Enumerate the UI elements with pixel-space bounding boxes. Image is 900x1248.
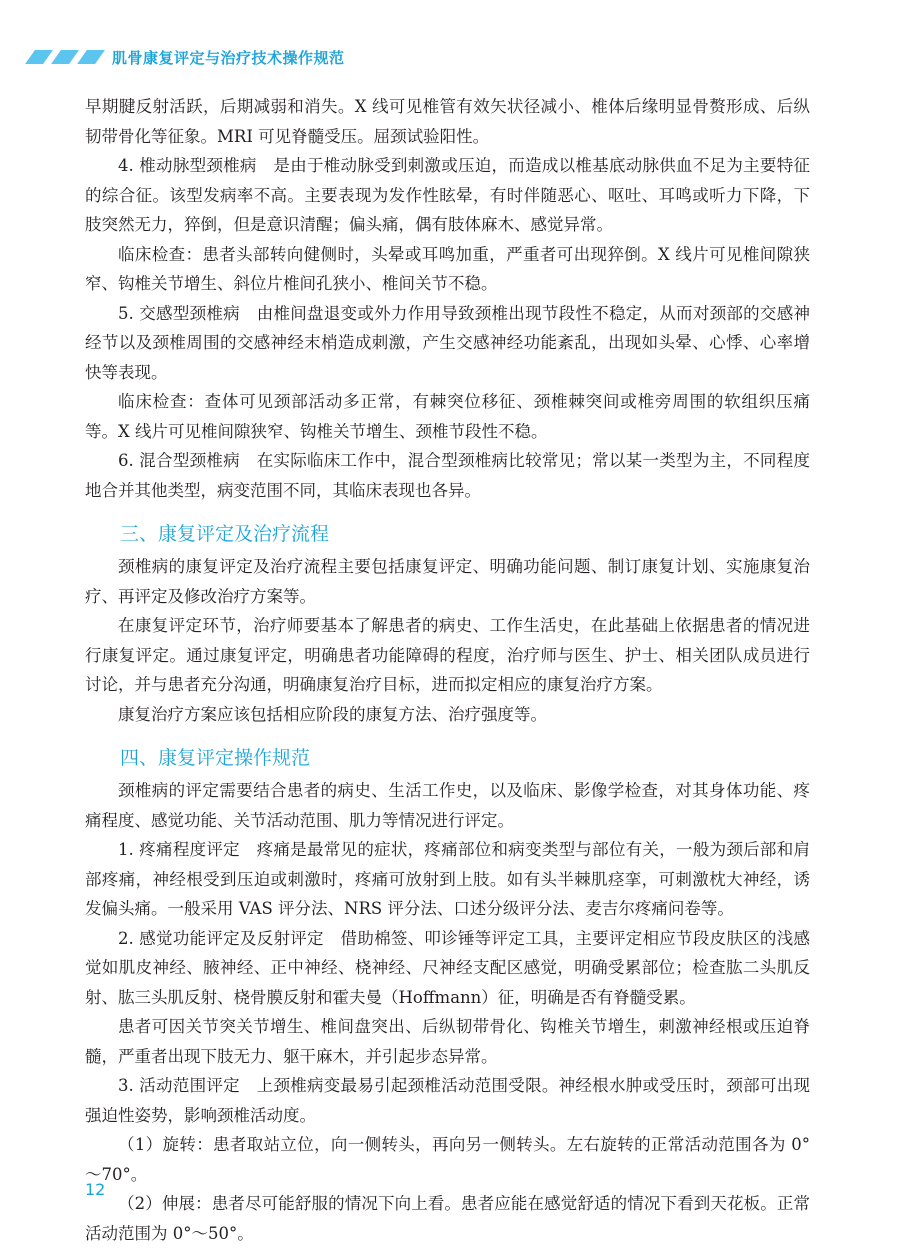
paragraph: 5. 交感型颈椎病 由椎间盘退变或外力作用导致颈椎出现节段性不稳定，从而对颈部的交感神经节以及颈椎周围的交感神经末梢造成刺激，产生交感神经功能紊乱，出现如头晕、心悸、心率增快等表现。 [85, 303, 810, 382]
paragraph: 早期腱反射活跃，后期减弱和消失。X 线可见椎管有效矢状径减小、椎体后缘明显骨赘形成、后纵韧带骨化等征象。MRI 可见脊髓受压。屈颈试验阳性。 [85, 97, 810, 146]
page-number: 12 [85, 1180, 106, 1199]
paragraph: 颈椎病的评定需要结合患者的病史、生活工作史，以及临床、影像学检查，对其身体功能、疼痛程度、感觉功能、关节活动范围、肌力等情况进行评定。 [85, 781, 810, 830]
paragraph: （2）伸展：患者尽可能舒服的情况下向上看。患者应能在感觉舒适的情况下看到天花板。正常活动范围为 0°～50°。 [85, 1194, 810, 1243]
paragraph: 2. 感觉功能评定及反射评定 借助棉签、叩诊锤等评定工具，主要评定相应节段皮肤区的浅感觉如肌皮神经、腋神经、正中神经、桡神经、尺神经支配区感觉，明确受累部位；检查肱二头肌反射、肱三头肌反射、桡骨膜反射和霍夫曼（Hoffmann）征，明确是否有脊髓受累。 [85, 928, 810, 1007]
section-heading: 三、康复评定及治疗流程 [120, 523, 330, 545]
paragraph: 在康复评定环节，治疗师要基本了解患者的病史、工作生活史，在此基础上依据患者的情况进行康复评定。通过康复评定，明确患者功能障碍的程度，治疗师与医生、护士、相关团队成员进行讨论，并与患者充分沟通，明确康复治疗目标，进而拟定相应的康复治疗方案。 [85, 616, 810, 694]
page-body [85, 92, 810, 1248]
page-header [0, 0, 900, 90]
running-header-title: 肌骨康复评定与治疗技术操作规范 [112, 49, 345, 67]
header-stripes-decoration [30, 50, 106, 64]
paragraph: 3. 活动范围评定 上颈椎病变最易引起颈椎活动范围受限。神经根水肿或受压时，颈部可出现强迫性姿势，影响颈椎活动度。 [85, 1076, 810, 1125]
paragraph: 患者可因关节突关节增生、椎间盘突出、后纵韧带骨化、钩椎关节增生，刺激神经根或压迫脊髓，严重者出现下肢无力、躯干麻木，并引起步态异常。 [85, 1017, 810, 1066]
paragraph: 临床检查：患者头部转向健侧时，头晕或耳鸣加重，严重者可出现猝倒。X 线片可见椎间隙狭窄、钩椎关节增生、斜位片椎间孔狭小、椎间关节不稳。 [85, 244, 810, 293]
section-heading: 四、康复评定操作规范 [120, 747, 311, 769]
paragraph: 6. 混合型颈椎病 在实际临床工作中，混合型颈椎病比较常见；常以某一类型为主，不同程度地合并其他类型，病变范围不同，其临床表现也各异。 [85, 451, 810, 500]
paragraph: 颈椎病的康复评定及治疗流程主要包括康复评定、明确功能问题、制订康复计划、实施康复治疗、再评定及修改治疗方案等。 [85, 557, 810, 606]
paragraph: 康复治疗方案应该包括相应阶段的康复方法、治疗强度等。 [118, 704, 547, 724]
paragraph: 4. 椎动脉型颈椎病 是由于椎动脉受到刺激或压迫，而造成以椎基底动脉供血不足为主要特征的综合征。该型发病率不高。主要表现为发作性眩晕，有时伴随恶心、呕吐、耳鸣或听力下降，下肢突然无力，猝倒，但是意识清醒；偏头痛，偶有肢体麻木、感觉异常。 [85, 156, 810, 234]
paragraph: 临床检查：查体可见颈部活动多正常，有棘突位移征、颈椎棘突间或椎旁周围的软组织压痛等。X 线片可见椎间隙狭窄、钩椎关节增生、颈椎节段性不稳。 [85, 392, 810, 441]
paragraph: （1）旋转：患者取站立位，向一侧转头，再向另一侧转头。左右旋转的正常活动范围各为 0°～70°。 [85, 1135, 810, 1184]
paragraph: 1. 疼痛程度评定 疼痛是最常见的症状，疼痛部位和病变类型与部位有关，一般为颈后部和肩部疼痛，神经根受到压迫或刺激时，疼痛可放射到上肢。如有头半棘肌痉挛，可刺激枕大神经，诱发偏头痛。一般采用 VAS 评分法、NRS 评分法、口述分级评分法、麦吉尔疼痛问卷等。 [85, 840, 810, 918]
